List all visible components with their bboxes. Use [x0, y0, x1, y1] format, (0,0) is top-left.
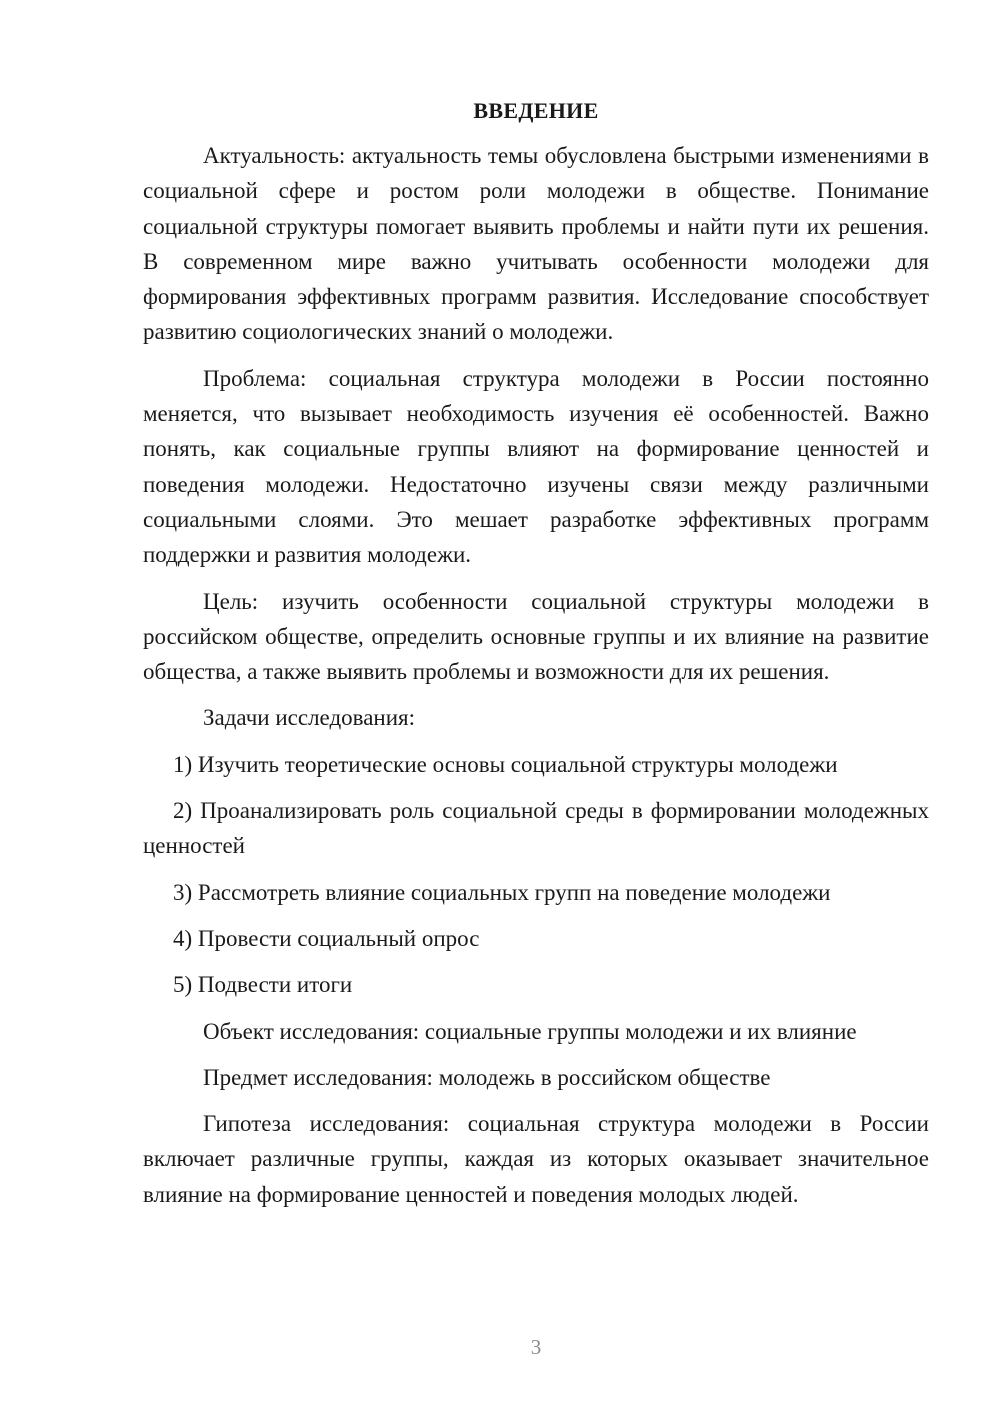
relevance-paragraph: Актуальность: актуальность темы обусловлена быстрыми изменениями в социальной сфере и ростом роли молодежи в обществе. Понимание социальной структуры помогает выявить проблемы и найти пути их решения. В современном мире важно учитывать особенности молодежи для формирования эффективных программ развития. Исследование способствует развитию социологических знаний о молодежи. [143, 143, 929, 345]
task-item-5: 5) Подвести итоги [173, 972, 353, 998]
hypothesis-paragraph: Гипотеза исследования: социальная структура молодежи в России включает различные группы, каждая из которых оказывает значительное влияние на формирование ценностей и поведения молодых людей. [143, 1111, 929, 1207]
task-item-2: 2) Проанализировать роль социальной среды в формировании молодежных ценностей [143, 798, 929, 859]
tasks-heading: Задачи исследования: [203, 705, 416, 731]
subject-paragraph: Предмет исследования: молодежь в российском обществе [203, 1064, 771, 1090]
object-paragraph: Объект исследования: социальные группы молодежи и их влияние [203, 1018, 857, 1044]
task-item-1: 1) Изучить теоретические основы социальной структуры молодежи [173, 751, 838, 777]
page-content [143, 96, 929, 1212]
section-title: ВВЕДЕНИЕ [473, 98, 599, 123]
goal-paragraph: Цель: изучить особенности социальной структуры молодежи в российском обществе, определить основные группы и их влияние на развитие общества, а также выявить проблемы и возможности для их решения. [143, 588, 929, 685]
task-item-4: 4) Провести социальный опрос [173, 925, 480, 951]
task-item-3: 3) Рассмотреть влияние социальных групп на поведение молодежи [173, 879, 831, 905]
problem-paragraph: Проблема: социальная структура молодежи в России постоянно меняется, что вызывает необходимость изучения её особенностей. Важно понять, как социальные группы влияют на формирование ценностей и поведения молодежи. Недостаточно изучены связи между различными социальными слоями. Это мешает разработке эффективных программ поддержки и развития молодежи. [143, 365, 929, 568]
page-number: 3 [530, 1335, 542, 1359]
